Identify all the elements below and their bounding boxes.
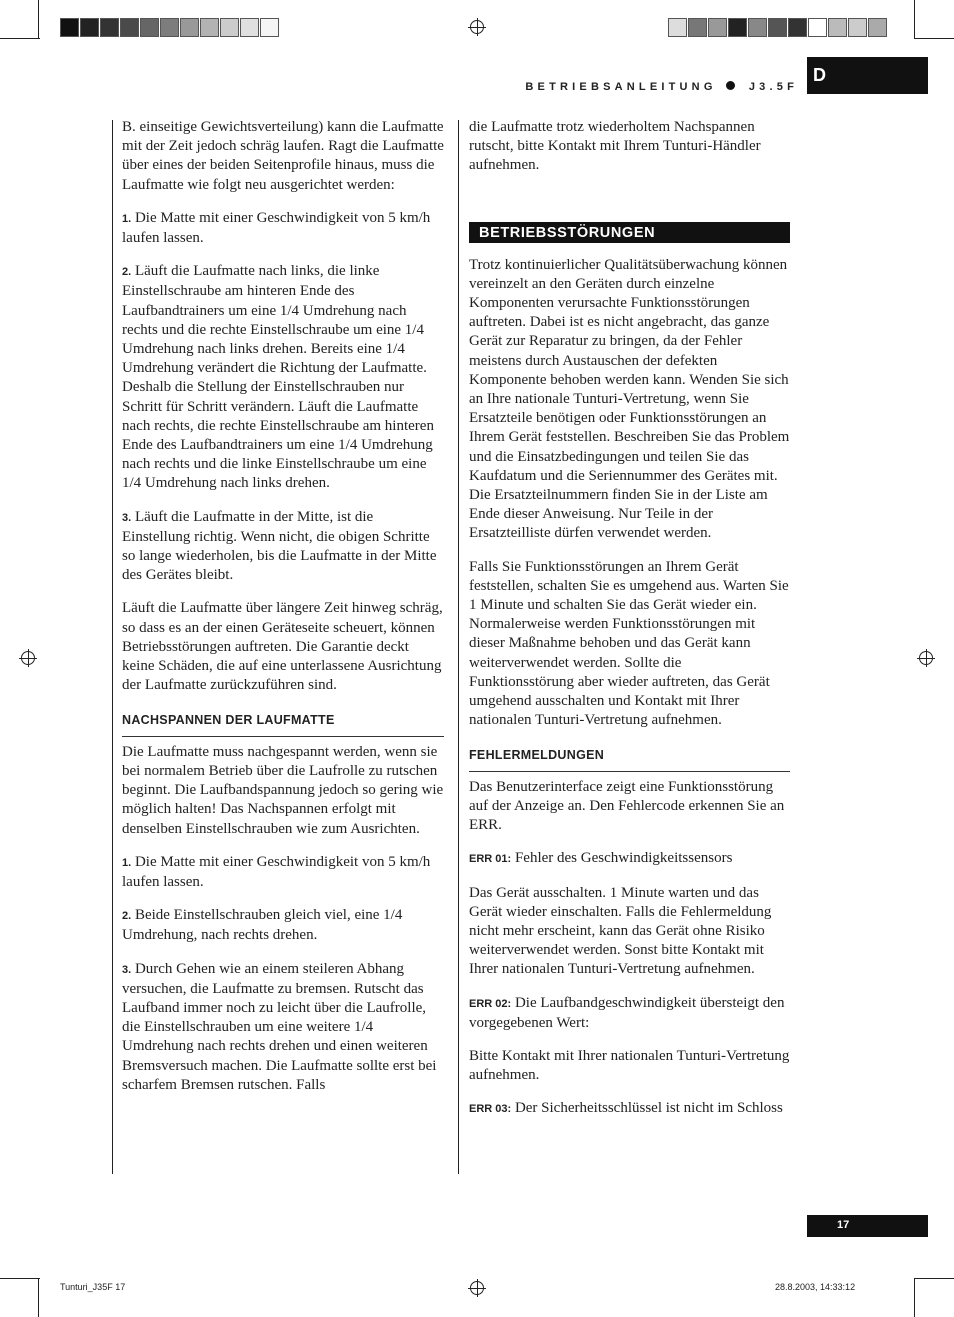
err02-line: ERR 02: Die Laufbandgeschwindigkeit übersteigt den vorgegebenen Wert: bbox=[469, 994, 785, 1031]
errors-intro: Das Benutzerinterface zeigt eine Funktionsstörung auf der Anzeige an. Den Fehlercode erkennen Sie an ERR. bbox=[469, 778, 785, 834]
crop-mark bbox=[0, 1278, 40, 1279]
section-step-1: 1. Die Matte mit einer Geschwindigkeit von 5 km/h laufen lassen. bbox=[122, 853, 431, 890]
intro-paragraph: B. einseitige Gewichtsverteilung) kann die Laufmatte mit der Zeit jedoch schräg laufen. Ragt die Laufmatte über eines der beiden Seitenprofile hinaus, muss die Laufmatte wie folgt neu ausgerichtet werden: bbox=[122, 119, 444, 193]
footer-file-slug: Tunturi_J35F 17 bbox=[60, 1282, 126, 1292]
continuation-paragraph: die Laufmatte trotz wiederholtem Nachspannen rutscht, bitte Kontakt mit Ihrem Tunturi-Händler aufnehmen. bbox=[469, 119, 761, 174]
footer-timestamp: 28.8.2003, 14:33:12 bbox=[775, 1282, 856, 1292]
registration-mark-icon bbox=[919, 651, 933, 665]
step-3: 3. Läuft die Laufmatte in der Mitte, ist die Einstellung richtig. Wenn nicht, die obigen Schritte so lange wiederholen, bis die Laufmatte in der Mitte des Gerätes bleibt. bbox=[122, 508, 437, 584]
step-2: 2. Läuft die Laufmatte nach links, die linke Einstellschraube am hinteren Ende des Laufbandtrainers um eine 1/4 Umdrehung nach rechts und die rechte Einstellschraube um eine 1/4 Umdrehung nach links drehen. Bereits eine 1/4 Umdrehung verändert die Richtung der Laufmatte. Deshalb die Stellung der Einstellschrauben nur Schritt für Schritt verändern. Läuft die Laufmatte nach rechts, die rechte Einstellschraube am hinteren Ende des Laufbandtrainers um eine 1/4 Umdrehung nach rechts und die linke Einstellschraube um eine 1/4 Umdrehung nach links drehen. bbox=[122, 263, 434, 492]
crop-mark bbox=[0, 38, 40, 39]
column-rule bbox=[458, 120, 459, 1174]
section-step-3: 3. Durch Gehen wie an einem steileren Abhang versuchen, die Laufmatte zu bremsen. Rutscht das Laufband immer noch zu leicht über die Laufrolle, die Einstellschrauben um eine weitere 1/4 Umdrehung nach rechts drehen und einen weiteren Bremsversuch machen. Die Laufmatte sollte erst bei scharfem Bremsen rutschen. Falls bbox=[122, 960, 437, 1093]
left-column bbox=[122, 118, 444, 1109]
language-tab bbox=[807, 57, 928, 94]
color-calibration-strip-left bbox=[60, 18, 280, 37]
header-model: J3.5F bbox=[748, 81, 798, 93]
section-step-2: 2. Beide Einstellschrauben gleich viel, eine 1/4 Umdrehung, nach rechts drehen. bbox=[122, 907, 403, 944]
header-title: BETRIEBSANLEITUNG bbox=[525, 81, 717, 93]
err02-fix: Bitte Kontakt mit Ihrer nationalen Tunturi-Vertretung aufnehmen. bbox=[469, 1047, 790, 1084]
troubleshoot-paragraph-1: Trotz kontinuierlicher Qualitätsüberwachung können vereinzelt an den Geräten durch einzelne Komponenten verursachte Funktionsstörungen auftreten. Dabei ist es nicht angebracht, das ganze Gerät zur Reparatur zu bringen, da der Fehler meistens durch Austauschen der defekten Komponente behoben werden kann. Wenden Sie sich an Ihre nationale Tunturi-Vertretung, wenn Sie Ersatzteile benötigen oder Funktionsstörungen an Ihrem Gerät feststellen. Beschreiben Sie das Problem und die Einsatzbedingungen und teilen Sie das Kaufdatum und die Seriennummer des Gerätes mit. Die Ersatzteilnummern finden Sie in der Liste am Ende dieser Anweisung. Nur Teile in der Ersatzteilliste dürfen verwendet werden. bbox=[469, 256, 790, 542]
crop-mark bbox=[914, 1278, 954, 1279]
troubleshoot-paragraph-2: Falls Sie Funktionsstörungen an Ihrem Gerät feststellen, schalten Sie es umgehend aus. Warten Sie 1 Minute und schalten Sie das Gerät wieder ein. Normalerweise werden Funktionsstörungen mit dieser Maßnahme behoben und das Gerät kann weiterverwendet werden. Sollte die Funktionsstörung aber wieder auftreten, das Gerät umgehend ausschalten und Kontakt mit Ihrer nationalen Tunturi-Vertretung aufnehmen. bbox=[469, 558, 789, 729]
section-heading-fehlermeldungen: FEHLERMELDUNGEN bbox=[469, 746, 790, 771]
section-intro: Die Laufmatte muss nachgespannt werden, wenn sie bei normalem Betrieb über die Laufrolle zu rutschen beginnt. Die Laufbandspannung jedoch so gering wie möglich halten! Das Nachspannen erfolgt mit denselben Einstellschrauben wie zum Ausrichten. bbox=[122, 743, 444, 837]
section-bar-betriebsstoerungen: BETRIEBSSTÖRUNGEN bbox=[469, 222, 790, 243]
page-number-box bbox=[807, 1215, 928, 1237]
right-column bbox=[469, 118, 790, 1134]
crop-mark bbox=[914, 1278, 915, 1317]
warning-paragraph: Läuft die Laufmatte über längere Zeit hinweg schräg, so dass es an der einen Geräteseite scheuert, können Betriebsstörungen auftreten. Die Garantie deckt keine Schäden, die auf eine unterlassene Ausrichtung der Laufmatte zurückzuführen sind. bbox=[122, 600, 443, 694]
registration-mark-icon bbox=[470, 20, 484, 34]
page-number: 17 bbox=[837, 1219, 850, 1231]
crop-mark bbox=[914, 0, 915, 38]
crop-mark bbox=[38, 1278, 39, 1317]
step-1: 1. Die Matte mit einer Geschwindigkeit von 5 km/h laufen lassen. bbox=[122, 209, 431, 247]
bullet-icon bbox=[726, 81, 735, 90]
err01-line: ERR 01: Fehler des Geschwindigkeitssensors bbox=[469, 850, 733, 867]
registration-mark-icon bbox=[470, 1281, 484, 1295]
crop-mark bbox=[38, 0, 39, 38]
err01-fix: Das Gerät ausschalten. 1 Minute warten und das Gerät wieder einschalten. Falls die Fehlermeldung nicht mehr erscheint, kann das Gerät ohne Risiko weiterverwendet werden. Sonst bitte Kontakt mit Ihrer nationalen Tunturi-Vertretung aufnehmen. bbox=[469, 884, 772, 978]
section-heading-nachspannen: NACHSPANNEN DER LAUFMATTE bbox=[122, 711, 444, 736]
language-tab-label: D bbox=[813, 65, 826, 85]
err03-line: ERR 03: Der Sicherheitsschlüssel ist nicht im Schloss bbox=[469, 1100, 783, 1117]
column-rule bbox=[112, 120, 113, 1174]
running-header bbox=[525, 81, 798, 93]
color-calibration-strip-right bbox=[668, 18, 888, 37]
crop-mark bbox=[914, 38, 954, 39]
registration-mark-icon bbox=[21, 651, 35, 665]
